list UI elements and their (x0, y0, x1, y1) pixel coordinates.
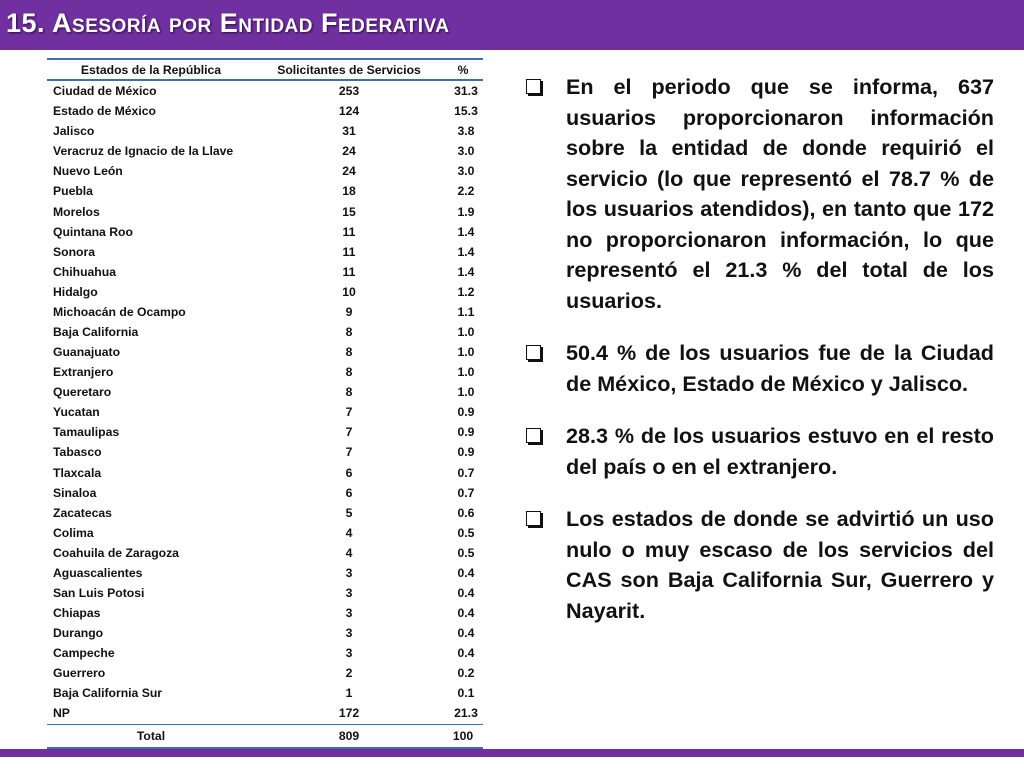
table-row (47, 683, 483, 703)
note-item (522, 421, 994, 482)
state-name-cell: Durango (53, 626, 104, 641)
note-item (522, 504, 994, 626)
note-text: 28.3 % de los usuarios estuvo en el resto del país o en el extranjero. (566, 423, 994, 479)
request-count-cell: 3 (345, 585, 353, 600)
request-count-cell: 7 (345, 425, 353, 440)
table-row (47, 322, 483, 342)
column-header-requests: Solicitantes de Servicios (255, 59, 443, 80)
percent-cell: 0.9 (457, 445, 475, 460)
table-row (47, 623, 483, 643)
table-row (47, 161, 483, 181)
percent-cell: 0.6 (457, 505, 475, 520)
percent-cell: 0.1 (457, 686, 475, 701)
request-count-cell: 124 (338, 104, 360, 119)
request-count-cell: 4 (345, 545, 353, 560)
page-title: 15. Asesoría por Entidad Federativa (6, 8, 450, 38)
request-count-cell: 24 (342, 164, 356, 179)
states-table-container (47, 58, 483, 750)
table-row (47, 362, 483, 382)
percent-cell: 0.5 (457, 545, 475, 560)
state-name-cell: Queretaro (53, 385, 112, 400)
note-text: 50.4 % de los usuarios fue de la Ciudad de México, Estado de México y Jalisco. (566, 340, 994, 396)
table-header (47, 59, 483, 80)
request-count-cell: 172 (255, 703, 443, 724)
request-count-cell: 6 (345, 485, 353, 500)
request-count-cell: 7 (345, 405, 353, 420)
state-name-cell: Hidalgo (53, 284, 98, 299)
summary-notes (522, 72, 994, 626)
table-row (47, 583, 483, 603)
percent-cell: 0.7 (457, 485, 475, 500)
request-count-cell: 15 (342, 204, 356, 219)
percent-cell: 1.2 (457, 284, 475, 299)
checkbox-square-icon (526, 428, 541, 443)
state-name-cell: Quintana Roo (53, 224, 133, 239)
total-count: 809 (255, 724, 443, 748)
percent-cell: 2.2 (457, 184, 475, 199)
request-count-cell: 3 (345, 606, 353, 621)
state-name-cell: Baja California Sur (53, 686, 163, 701)
request-count-cell: 24 (342, 144, 356, 159)
table-row (47, 402, 483, 422)
state-name-cell: Chiapas (53, 606, 101, 621)
request-count-cell: 253 (338, 84, 360, 99)
total-label: Total (47, 724, 255, 748)
percent-cell: 1.0 (457, 345, 475, 360)
percent-cell: 1.4 (457, 224, 475, 239)
state-name-cell: Nuevo León (53, 164, 123, 179)
table-row (47, 181, 483, 201)
checkbox-square-icon (526, 79, 541, 94)
state-name-cell: Veracruz de Ignacio de la Llave (53, 144, 234, 159)
column-header-percent: % (443, 59, 483, 80)
percent-cell: 0.7 (457, 465, 475, 480)
header-row (47, 59, 483, 80)
title-bar (0, 0, 1024, 50)
state-name-cell: Morelos (53, 204, 100, 219)
state-name-cell: Tabasco (53, 445, 102, 460)
percent-cell: 15.3 (454, 104, 478, 119)
request-count-cell: 3 (345, 626, 353, 641)
table-row (47, 422, 483, 442)
states-table (47, 58, 483, 750)
note-text: En el periodo que se informa, 637 usuarios proporcionaron información sobre la entidad de donde requirió el servicio (lo que representó el 78.7 % de los usuarios atendidos), en tanto que 172 no proporcionaron información, lo que representó el 21.3 % del total de los usuarios. (566, 74, 994, 313)
state-name-cell: Baja California (53, 324, 139, 339)
percent-cell: 0.4 (457, 565, 475, 580)
table-body (47, 80, 483, 724)
table-row (47, 643, 483, 663)
table-row (47, 141, 483, 161)
percent-cell: 0.4 (457, 646, 475, 661)
note-item (522, 72, 994, 316)
request-count-cell: 10 (342, 284, 356, 299)
percent-cell: 3.8 (457, 124, 475, 139)
table-row (47, 302, 483, 322)
table-row (47, 442, 483, 462)
request-count-cell: 18 (342, 184, 356, 199)
request-count-cell: 11 (342, 264, 356, 279)
state-name-cell: Tamaulipas (53, 425, 120, 440)
state-name-cell: Michoacán de Ocampo (53, 304, 186, 319)
percent-cell: 1.4 (457, 264, 475, 279)
request-count-cell: 3 (345, 646, 353, 661)
table-row (47, 543, 483, 563)
state-name-cell: Tlaxcala (53, 465, 102, 480)
request-count-cell: 2 (345, 666, 353, 681)
total-percent: 100 (443, 724, 483, 748)
state-name-cell: San Luis Potosi (53, 585, 145, 600)
request-count-cell: 31 (342, 124, 356, 139)
percent-cell: 1.9 (457, 204, 475, 219)
state-name-cell: Yucatan (53, 405, 100, 420)
checkbox-square-icon (526, 345, 541, 360)
table-row (47, 222, 483, 242)
table-row (47, 282, 483, 302)
table-row (47, 80, 483, 101)
request-count-cell: 8 (345, 345, 353, 360)
state-name-cell: Aguascalientes (53, 565, 143, 580)
percent-cell: 0.4 (457, 606, 475, 621)
checkbox-square-icon (526, 511, 541, 526)
request-count-cell: 3 (345, 565, 353, 580)
state-name-cell: Colima (53, 525, 94, 540)
table-row (47, 201, 483, 221)
request-count-cell: 9 (345, 304, 353, 319)
request-count-cell: 8 (345, 324, 353, 339)
column-header-state: Estados de la República (47, 59, 255, 80)
request-count-cell: 11 (342, 244, 356, 259)
state-name-cell: Guerrero (53, 666, 106, 681)
table-row (47, 262, 483, 282)
state-name-cell: Chihuahua (53, 264, 116, 279)
state-name-cell: Extranjero (53, 365, 114, 380)
table-footer (47, 724, 483, 748)
table-row (47, 382, 483, 402)
percent-cell: 3.0 (457, 144, 475, 159)
percent-cell: 0.9 (457, 425, 475, 440)
state-name-cell: Coahuila de Zaragoza (53, 545, 179, 560)
request-count-cell: 11 (342, 224, 356, 239)
request-count-cell: 1 (345, 686, 353, 701)
table-row (47, 101, 483, 121)
request-count-cell: 8 (345, 365, 353, 380)
state-name-cell: Sinaloa (53, 485, 97, 500)
total-row (47, 724, 483, 748)
percent-cell: 1.0 (457, 324, 475, 339)
percent-cell: 31.3 (454, 84, 478, 99)
table-row (47, 483, 483, 503)
table-row (47, 703, 483, 724)
table-row (47, 462, 483, 482)
state-name-cell: Sonora (53, 244, 95, 259)
state-name-cell: Guanajuato (53, 345, 121, 360)
percent-cell: 1.0 (457, 365, 475, 380)
percent-cell: 0.4 (457, 626, 475, 641)
percent-cell: 3.0 (457, 164, 475, 179)
bottom-bar (0, 749, 1024, 757)
table-row (47, 523, 483, 543)
percent-cell: 0.5 (457, 525, 475, 540)
percent-cell: 1.0 (457, 385, 475, 400)
request-count-cell: 5 (345, 505, 353, 520)
percent-cell: 1.1 (457, 304, 475, 319)
table-row (47, 563, 483, 583)
request-count-cell: 7 (345, 445, 353, 460)
percent-cell: 1.4 (457, 244, 475, 259)
table-row (47, 603, 483, 623)
table-row (47, 242, 483, 262)
state-name-cell: Ciudad de México (53, 84, 157, 99)
percent-cell: 0.2 (457, 666, 475, 681)
note-text: Los estados de donde se advirtió un uso nulo o muy escaso de los servicios del CAS son Baja California Sur, Guerrero y Nayarit. (566, 506, 994, 623)
state-name-cell: Puebla (53, 184, 93, 199)
request-count-cell: 4 (345, 525, 353, 540)
percent-cell: 21.3 (443, 703, 483, 724)
table-row (47, 503, 483, 523)
table-row (47, 342, 483, 362)
state-name-cell: Jalisco (53, 124, 95, 139)
percent-cell: 0.4 (457, 585, 475, 600)
table-row (47, 121, 483, 141)
state-name-cell: Zacatecas (53, 505, 112, 520)
percent-cell: 0.9 (457, 405, 475, 420)
request-count-cell: 8 (345, 385, 353, 400)
request-count-cell: 6 (345, 465, 353, 480)
state-name-cell: Campeche (53, 646, 115, 661)
state-name-cell: NP (47, 703, 255, 724)
note-item (522, 338, 994, 399)
state-name-cell: Estado de México (53, 104, 156, 119)
table-row (47, 663, 483, 683)
